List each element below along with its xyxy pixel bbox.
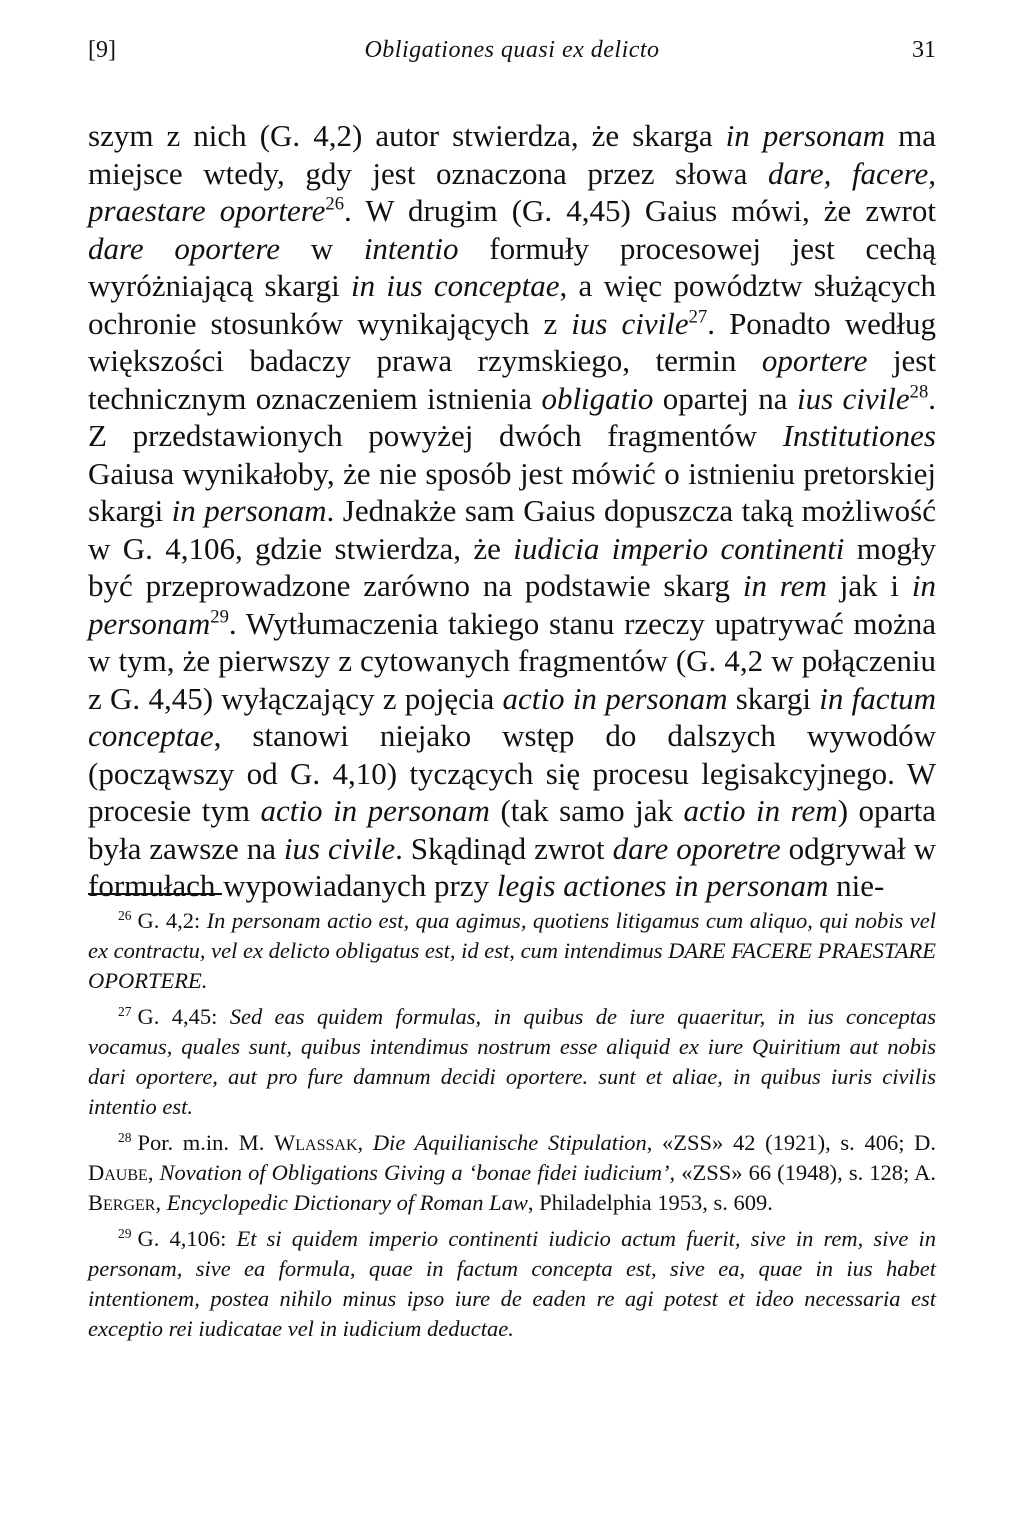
text-span: szym z nich (G. 4,2) autor stwierdza, że skarga — [88, 118, 726, 153]
footnote-mark: 26 — [118, 907, 132, 923]
text-span: , — [147, 1160, 160, 1185]
text-span: skargi — [727, 680, 820, 716]
footnote-separator — [88, 893, 222, 895]
text-span: , — [155, 1190, 167, 1215]
text-span: . Z przedstawionych powyżej dwóch fragmentów — [88, 380, 937, 453]
footnote-ref: 27 — [688, 306, 708, 328]
main-text — [88, 117, 936, 905]
text-span: opartej na — [653, 380, 797, 416]
section-number: [9] — [88, 37, 116, 63]
italic-span: actio in personam — [502, 680, 728, 716]
text-span: (tak samo jak — [489, 793, 684, 828]
italic-span: in rem — [742, 568, 827, 603]
page-number: 31 — [912, 37, 936, 63]
text-span: , «ZSS» 66 (1948), s. 128; A. — [669, 1160, 936, 1185]
footnote-ref: 28 — [909, 381, 929, 403]
italic-span: in personam — [171, 493, 327, 528]
text-span: ) oparta była zawsze na — [88, 793, 936, 866]
italic-span: in personam — [88, 568, 936, 641]
text-span: nie- — [828, 868, 885, 903]
italic-span: Die Aquilianische Stipulation — [372, 1130, 647, 1155]
text-span: . Ponadto według większości badaczy prawa rzymskiego, termin — [88, 305, 937, 378]
italic-span: dare, facere, praestare oportere — [88, 155, 937, 228]
text-span: G. 4,106: — [137, 1226, 237, 1251]
footnote-mark: 28 — [118, 1129, 132, 1145]
italic-span: Novation of Obligations Giving a ‘bonae fidei iudicium’ — [159, 1160, 670, 1185]
text-span: . Jednakże sam Gaius dopuszcza taką możliwość w G. 4,106, gdzie stwierdza, że — [88, 493, 936, 566]
footnote-mark: 27 — [118, 1003, 132, 1019]
italic-span: ius civile — [283, 830, 396, 866]
text-span: formuły procesowej jest cechą wyróżniającą skargi — [88, 230, 936, 303]
text-span: , a więc powództw służących ochronie stosunków wynikających z — [88, 268, 936, 341]
italic-span: dare oportere — [88, 230, 280, 266]
text-span: , Philadelphia 1953, s. 609. — [527, 1190, 773, 1215]
footnote — [88, 1224, 936, 1344]
running-header — [88, 30, 936, 70]
text-span: . Skądinąd zwrot — [395, 830, 613, 866]
author-name: Daube — [88, 1160, 148, 1185]
footnotes — [88, 906, 936, 1350]
italic-span: dare oporetre — [612, 830, 781, 866]
italic-span: intentio — [363, 230, 459, 266]
italic-span: in factum conceptae — [88, 680, 936, 753]
author-name: Wlassak — [274, 1130, 358, 1155]
text-span: jest technicznym oznaczeniem istnienia — [88, 343, 936, 416]
italic-span: actio in personam — [260, 793, 490, 828]
footnote — [88, 1128, 936, 1218]
text-span: , «ZSS» 42 (1921), s. 406; D. — [646, 1130, 936, 1155]
text-span: ma miejsce wtedy, gdy jest oznaczona przez słowa — [88, 118, 936, 191]
footnote — [88, 906, 936, 996]
footnote — [88, 1002, 936, 1122]
italic-span: Encyclopedic Dictionary of Roman Law — [166, 1190, 528, 1215]
italic-span: iudicia imperio continenti — [513, 530, 845, 566]
text-span: Por. m.in. M. — [137, 1130, 275, 1155]
text-span: w — [280, 230, 364, 266]
running-title: Obligationes quasi ex delicto — [364, 37, 660, 63]
text-span: Gaiusa wynikałoby, że nie sposób jest mówić o istnieniu pretorskiej skargi — [88, 455, 936, 528]
text-span: odgrywał w formułach wypowiadanych przy — [88, 830, 936, 903]
footnote-mark: 29 — [118, 1225, 132, 1241]
text-span: , stanowi niejako wstęp do dalszych wywodów (począwszy od G. 4,10) tyczących się procesu legisakcyjnego. W procesie tym — [88, 718, 936, 828]
italic-span: legis actiones in personam — [496, 868, 829, 903]
text-span: mogły być przeprowadzone zarówno na podstawie skarg — [88, 530, 936, 603]
italic-span: actio in rem — [683, 793, 838, 828]
italic-span: oportere — [761, 343, 868, 378]
footnote-ref: 26 — [325, 193, 344, 215]
italic-span: obligatio — [541, 380, 654, 416]
author-name: Berger — [88, 1190, 156, 1215]
italic-span: in personam — [725, 118, 886, 153]
italic-span: ius civile — [796, 380, 910, 416]
italic-span: in ius conceptae — [351, 268, 560, 303]
text-span: G. 4,2: — [137, 908, 207, 933]
text-span: . Wytłumaczenia takiego stanu rzeczy upatrywać można w tym, że pierwszy z cytowanych fragmentów (G. 4,2 w połączeniu z G. 4,45) wyłączający z pojęcia — [88, 605, 936, 716]
italic-span: Et si quidem imperio continenti iudicio actum fuerit, sive in rem, sive in personam, sive ea formula, quae in factum concepta est, sive ea, quae in ius habet intentionem, postea nihilo minus ipso iure de eaden re agi potest et ideo necessaria est exceptio rei iudicatae vel in iudicium deductae. — [88, 1226, 936, 1341]
italic-span: In personam actio est, qua agimus, quotiens litigamus cum aliquo, qui nobis vel ex contractu, vel ex delicto obligatus est, id est, cum intendimus DARE FACERE PRAESTARE OPORTERE. — [88, 908, 936, 993]
body-paragraph — [88, 117, 936, 905]
text-span: . W drugim (G. 4,45) Gaius mówi, że zwrot — [343, 193, 936, 228]
italic-span: Institutiones — [782, 418, 936, 453]
italic-span: ius civile — [571, 305, 689, 341]
text-span: , — [357, 1130, 373, 1155]
text-span: jak i — [826, 568, 912, 603]
text-span: G. 4,45: — [137, 1004, 230, 1029]
italic-span: Sed eas quidem formulas, in quibus de iure quaeritur, in ius conceptas vocamus, quales sunt, quibus intendimus nostrum esse aliquid ex iure Quiritium aut nobis dari oportere, aut pro fure damnum decidi oportere. sunt et aliae, in quibus iuris civilis intentio est. — [88, 1004, 936, 1119]
footnote-ref: 29 — [210, 606, 229, 628]
